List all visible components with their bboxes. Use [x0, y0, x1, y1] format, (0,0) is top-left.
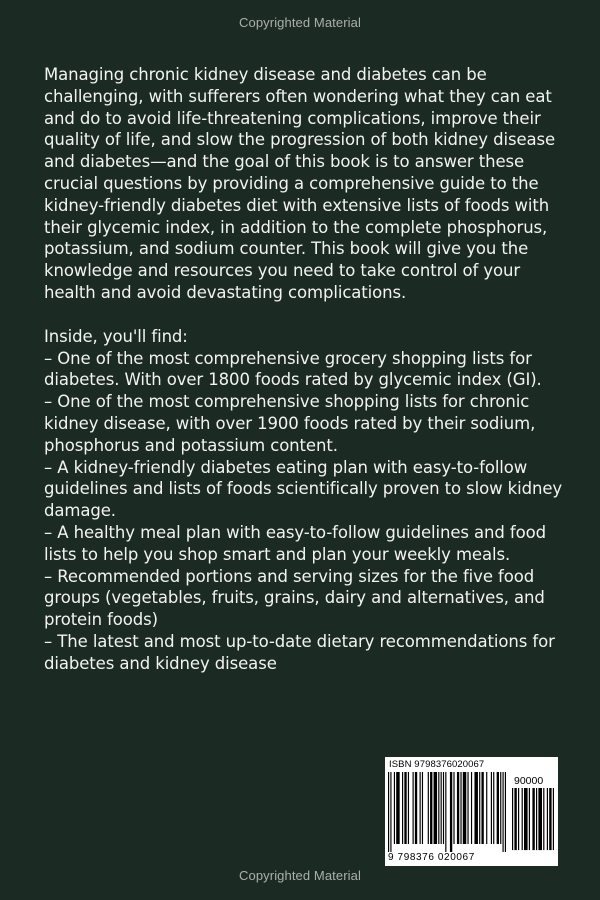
barcode-bar — [481, 772, 483, 844]
barcode-bar — [420, 772, 421, 844]
barcode-bar — [457, 772, 459, 844]
barcode-bar — [443, 772, 444, 844]
barcode-bar — [404, 772, 406, 844]
barcode-bar — [408, 772, 409, 844]
barcode-bar — [491, 772, 492, 844]
isbn-label: ISBN 9798376020067 — [389, 759, 485, 770]
watermark-top: Copyrighted Material — [239, 15, 361, 30]
feature-item: – A healthy meal plan with easy-to-follow guidelines and food lists to help you shop smart and plan your weekly meals. — [44, 522, 546, 564]
feature-item: – One of the most comprehensive grocery shopping lists for diabetes. With over 1800 foods rated by glycemic index (GI). — [44, 348, 542, 390]
barcode-bar — [430, 772, 432, 844]
barcode-bar — [512, 788, 513, 850]
barcode-bar — [553, 788, 554, 850]
barcode-bar — [518, 788, 519, 850]
barcode-bar — [463, 772, 467, 844]
price-code: 90000 — [514, 775, 544, 787]
barcode-bar — [450, 772, 452, 852]
barcode-bar — [402, 772, 403, 844]
barcode-bar — [547, 788, 548, 850]
barcode-bar — [524, 788, 528, 850]
barcode-bar — [502, 772, 503, 852]
barcode-bar — [441, 772, 442, 844]
barcode-bar — [434, 772, 438, 844]
barcode-bar — [493, 772, 494, 844]
barcode-bar — [467, 772, 468, 844]
barcode-bar — [514, 788, 516, 850]
feature-item: – Recommended portions and serving sizes for the five food groups (vegetables, fruits, grains, dairy and alternatives, and protein foods) — [44, 566, 545, 630]
inside-heading: Inside, you'll find: — [44, 326, 188, 346]
barcode-bar — [413, 772, 414, 844]
barcode-bar — [428, 772, 429, 844]
isbn-barcode — [385, 757, 558, 866]
barcode-bars — [388, 772, 506, 852]
barcode-bar — [388, 772, 389, 852]
barcode-bar — [536, 788, 537, 850]
barcode-bar — [505, 772, 506, 852]
barcode-bar — [500, 772, 501, 844]
back-cover-text — [44, 64, 564, 675]
barcode-bar — [415, 772, 417, 844]
barcode-bar — [422, 772, 423, 844]
barcode-bar — [522, 788, 523, 850]
barcode-bar — [486, 772, 487, 844]
feature-item: – One of the most comprehensive shopping lists for chronic kidney disease, with over 1900 foods rated by their sodium, phosphorus and potassium content. — [44, 392, 536, 455]
feature-item: – A kidney-friendly diabetes eating plan with easy-to-follow guidelines and lists of foods scientifically proven to slow kidney damage. — [44, 457, 563, 521]
barcode-bar — [396, 772, 400, 844]
addon-barcode-bars — [512, 788, 554, 857]
barcode-bar — [453, 772, 454, 844]
feature-list — [44, 348, 564, 675]
barcode-bar — [543, 788, 544, 850]
barcode-bar — [471, 772, 472, 844]
barcode-bar — [497, 772, 499, 844]
barcode-bar — [390, 772, 391, 852]
barcode-bar — [549, 788, 551, 850]
barcode-bar — [394, 772, 395, 844]
barcode-bar — [532, 788, 534, 850]
barcode-digits: 9 798376 020067 — [388, 852, 475, 863]
feature-item: – The latest and most up-to-date dietary recommendations for diabetes and kidney disease — [44, 631, 555, 673]
barcode-bar — [538, 788, 542, 850]
book-description: Managing chronic kidney disease and diabetes can be challenging, with sufferers often wondering what they can eat and do to avoid life-threatening complications, improve their quality of life, and slow the progression of both kidney disease and diabetes—and the goal of this book is to answer these crucial questions by providing a comprehensive guide to the kidney-friendly diabetes diet with extensive lists of foods with their glycemic index, in addition to the complete phosphorus, potassium, and sodium counter. This book will give you the knowledge and resources you need to take control of your health and avoid devastating complications. — [44, 65, 556, 302]
barcode-bar — [529, 788, 530, 850]
watermark-bottom: Copyrighted Material — [239, 868, 361, 883]
barcode-bar — [445, 772, 446, 852]
barcode-bar — [479, 772, 480, 844]
barcode-bar — [438, 772, 439, 844]
barcode-bar — [474, 772, 478, 844]
barcode-bar — [460, 772, 461, 844]
